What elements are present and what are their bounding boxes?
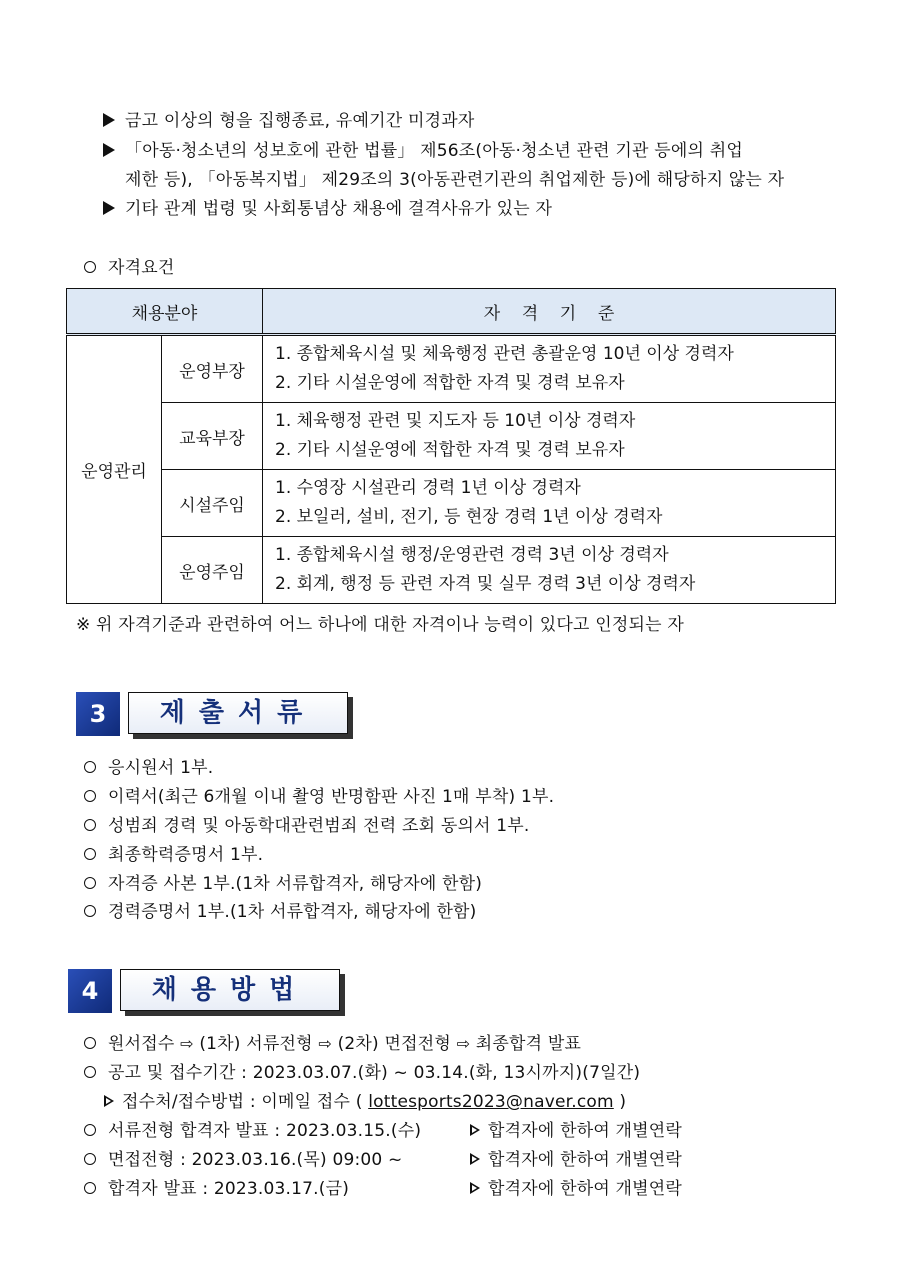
list-item: 성범죄 경력 및 아동학대관련범죄 전력 조회 동의서 1부. bbox=[84, 815, 530, 837]
list-item: 자격증 사본 1부.(1차 서류합격자, 해당자에 한함) bbox=[84, 873, 482, 895]
hollow-triangle-icon bbox=[470, 1182, 480, 1194]
bullet-triangle-icon bbox=[103, 113, 115, 127]
disq-item-2-cont: 제한 등), 「아동복지법」 제29조의 3(아동관련기관의 취업제한 등)에 해당하지 않는 자 bbox=[125, 170, 785, 190]
bullet-circle-icon bbox=[84, 1153, 96, 1165]
bullet-circle-icon bbox=[84, 1066, 96, 1078]
bullet-circle-icon bbox=[84, 848, 96, 860]
recruitment-flow: 원서접수 ⇨ (1차) 서류전형 ⇨ (2차) 면접전형 ⇨ 최종합격 발표 bbox=[84, 1033, 581, 1055]
bullet-circle-icon bbox=[84, 905, 96, 917]
disq-item-2: 「아동·청소년의 성보호에 관한 법률」 제56조(아동·청소년 관련 기관 등에의 취업 bbox=[103, 140, 743, 162]
criteria-cell: 1. 종합체육시설 행정/운영관련 경력 3년 이상 경력자 2. 회계, 행정 등 관련 자격 및 실무 경력 3년 이상 경력자 bbox=[263, 537, 836, 604]
arrow-right-icon: ⇨ bbox=[318, 1034, 332, 1053]
bullet-triangle-icon bbox=[103, 201, 115, 215]
criteria-cell: 1. 수영장 시설관리 경력 1년 이상 경력자 2. 보일러, 설비, 전기, 등 현장 경력 1년 이상 경력자 bbox=[263, 470, 836, 537]
schedule-note: 합격자에 한하여 개별연락 bbox=[470, 1120, 682, 1142]
position-cell: 운영부장 bbox=[162, 335, 263, 403]
group-cell: 운영관리 bbox=[67, 335, 162, 604]
section-title-box bbox=[120, 969, 340, 1011]
table-row bbox=[67, 335, 836, 403]
qualifications-table bbox=[66, 288, 836, 604]
section-title: 제출서류 bbox=[159, 698, 317, 728]
table-row bbox=[67, 470, 836, 537]
criteria-cell: 1. 체육행정 관련 및 지도자 등 10년 이상 경력자 2. 기타 시설운영에 적합한 자격 및 경력 보유자 bbox=[263, 403, 836, 470]
disq-item-1: 금고 이상의 형을 집행종료, 유예기간 미경과자 bbox=[103, 110, 474, 132]
table-row bbox=[67, 537, 836, 604]
schedule-note: 합격자에 한하여 개별연락 bbox=[470, 1149, 682, 1171]
section-number: 3 bbox=[76, 692, 120, 736]
position-cell: 시설주임 bbox=[162, 470, 263, 537]
hollow-triangle-icon bbox=[104, 1095, 114, 1107]
schedule-item: 합격자 발표 : 2023.03.17.(금) bbox=[84, 1178, 349, 1200]
bullet-circle-icon bbox=[84, 877, 96, 889]
section-number: 4 bbox=[68, 969, 112, 1013]
col-header-criteria: 자 격 기 준 bbox=[263, 289, 836, 335]
bullet-circle-icon bbox=[84, 261, 96, 273]
schedule-item: 서류전형 합격자 발표 : 2023.03.15.(수) bbox=[84, 1120, 421, 1142]
section-title-box bbox=[128, 692, 348, 734]
application-period: 공고 및 접수기간 : 2023.03.07.(화) ~ 03.14.(화, 13시까지)(7일간) bbox=[84, 1062, 640, 1084]
bullet-circle-icon bbox=[84, 1182, 96, 1194]
qualifications-heading: 자격요건 bbox=[84, 257, 175, 279]
list-item: 응시원서 1부. bbox=[84, 757, 213, 779]
schedule-note: 합격자에 한하여 개별연락 bbox=[470, 1178, 682, 1200]
bullet-circle-icon bbox=[84, 761, 96, 773]
bullet-triangle-icon bbox=[103, 143, 115, 157]
position-cell: 운영주임 bbox=[162, 537, 263, 604]
table-row bbox=[67, 403, 836, 470]
arrow-right-icon: ⇨ bbox=[456, 1034, 471, 1053]
schedule-item: 면접전형 : 2023.03.16.(목) 09:00 ~ bbox=[84, 1149, 403, 1171]
hollow-triangle-icon bbox=[470, 1153, 480, 1165]
col-header-field: 채용분야 bbox=[67, 289, 263, 335]
hollow-triangle-icon bbox=[470, 1124, 480, 1136]
qualifications-note: ※ 위 자격기준과 관련하여 어느 하나에 대한 자격이나 능력이 있다고 인정되는 자 bbox=[76, 615, 684, 635]
bullet-circle-icon bbox=[84, 1037, 96, 1049]
list-item: 이력서(최근 6개월 이내 촬영 반명함판 사진 1매 부착) 1부. bbox=[84, 786, 554, 808]
email-link[interactable]: lottesports2023@naver.com bbox=[368, 1092, 614, 1112]
position-cell: 교육부장 bbox=[162, 403, 263, 470]
bullet-circle-icon bbox=[84, 1124, 96, 1136]
criteria-cell: 1. 종합체육시설 및 체육행정 관련 총괄운영 10년 이상 경력자 2. 기타 시설운영에 적합한 자격 및 경력 보유자 bbox=[263, 335, 836, 403]
list-item: 경력증명서 1부.(1차 서류합격자, 해당자에 한함) bbox=[84, 901, 477, 923]
application-method: 접수처/접수방법 : 이메일 접수 ( lottesports2023@naver.com ) bbox=[104, 1091, 626, 1113]
arrow-right-icon: ⇨ bbox=[180, 1034, 194, 1053]
list-item: 최종학력증명서 1부. bbox=[84, 844, 263, 866]
section-title: 채용방법 bbox=[151, 975, 309, 1005]
bullet-circle-icon bbox=[84, 819, 96, 831]
disq-item-3: 기타 관계 법령 및 사회통념상 채용에 결격사유가 있는 자 bbox=[103, 198, 552, 220]
bullet-circle-icon bbox=[84, 790, 96, 802]
